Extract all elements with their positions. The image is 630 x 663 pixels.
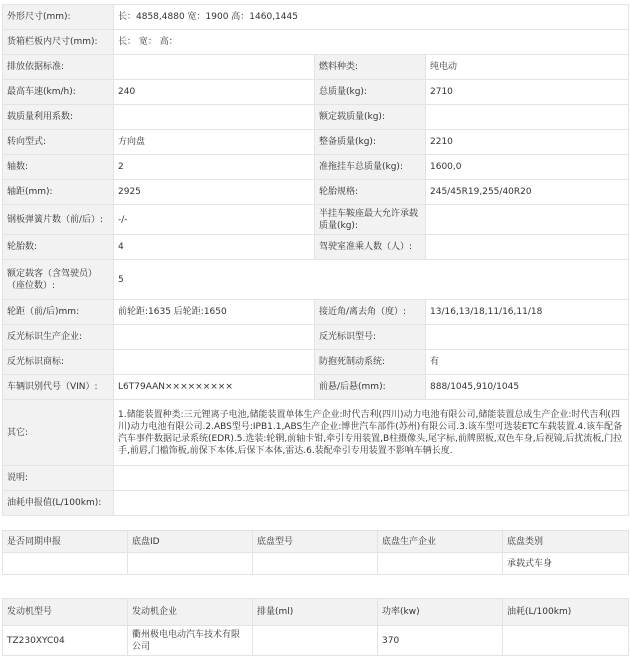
spec-label: 整备质量(kg): [315, 130, 426, 155]
spec-value: 4 [114, 235, 315, 260]
spec-value: 前轮距:1635 后轮距:1650 [114, 300, 315, 325]
spec-value [114, 466, 629, 491]
spec-row [3, 325, 629, 350]
spec-label: 轴距(mm): [3, 180, 114, 205]
spec-value: 240 [114, 80, 315, 105]
chassis-cell: 承载式车身 [503, 553, 629, 575]
engine-header: 排量(ml) [253, 599, 378, 626]
spec-value [426, 235, 629, 260]
spec-value: 2 [114, 155, 315, 180]
spec-value: 2210 [426, 130, 629, 155]
engine-header: 功率(kw) [378, 599, 503, 626]
spec-label: 接近角/离去角（度）: [315, 300, 426, 325]
spec-value: 1600,0 [426, 155, 629, 180]
spec-row [3, 80, 629, 105]
chassis-cell [253, 553, 378, 575]
spec-label: 额定载质量(kg): [315, 105, 426, 130]
spec-value: 2710 [426, 80, 629, 105]
spec-row [3, 105, 629, 130]
spec-label: 说明: [3, 466, 114, 491]
chassis-header: 是否同期申报 [3, 531, 128, 553]
spec-label: 反光标识生产企业: [3, 325, 114, 350]
spec-label: 转向型式: [3, 130, 114, 155]
chassis-header: 底盘型号 [253, 531, 378, 553]
engine-header: 油耗(L/100km) [503, 599, 629, 626]
spec-label: 油耗申报值(L/100km): [3, 491, 114, 516]
engine-table [2, 598, 629, 656]
spec-label: 轮胎规格: [315, 180, 426, 205]
engine-cell [253, 626, 378, 656]
spec-label: 排放依据标准: [3, 55, 114, 80]
spec-value [114, 55, 315, 80]
spec-value: 245/45R19,255/40R20 [426, 180, 629, 205]
spec-row [3, 155, 629, 180]
spec-row [3, 5, 629, 30]
spec-value: 长：4858,4880 宽：1900 高：1460,1445 [114, 5, 629, 30]
spec-row [3, 300, 629, 325]
spec-label: 燃料种类: [315, 55, 426, 80]
spec-value: 1.储能装置种类:三元锂离子电池,储能装置单体生产企业:时代吉利(四川)动力电池有限公司,储能装置总成生产企业:时代吉利(四川)动力电池有限公司.2.ABS型号:IPB1.1,ABS生产企业:博世汽车部件(苏州)有限公司.3.该车型可选装ETC车载装置.4.该车配备汽车事件数据记录系统(EDR).5.选装:轮辋,前轴卡钳,牵引专用装置,B柱摄像头,尾字标,前牌照板,双色车身,后视镜,后扰流板,门拉手,前唇,门槛饰板,前保下本体,后保下本体,雷达.6.装配牵引专用装置不影响车辆长度. [114, 400, 629, 466]
spec-value: 2925 [114, 180, 315, 205]
spec-value [114, 325, 315, 350]
spec-label: 钢板弹簧片数（前/后）: [3, 205, 114, 235]
spec-label: 轮胎数: [3, 235, 114, 260]
spec-label: 总质量(kg): [315, 80, 426, 105]
spec-label: 轴数: [3, 155, 114, 180]
spec-value: 纯电动 [426, 55, 629, 80]
spec-value: 888/1045,910/1045 [426, 375, 629, 400]
spec-label: 反光标识型号: [315, 325, 426, 350]
spec-row [3, 260, 629, 300]
engine-cell [503, 626, 629, 656]
spec-row [3, 130, 629, 155]
spec-row [3, 375, 629, 400]
chassis-table [2, 530, 629, 575]
spec-label: 防抱死制动系统: [315, 350, 426, 375]
spec-label: 前悬/后悬(mm): [315, 375, 426, 400]
spec-row [3, 466, 629, 491]
spec-table [2, 4, 629, 516]
engine-header: 发动机企业 [128, 599, 253, 626]
spec-value: 13/16,13/18,11/16,11/18 [426, 300, 629, 325]
spec-row [3, 30, 629, 55]
spec-label: 最高车速(km/h): [3, 80, 114, 105]
chassis-cell [378, 553, 503, 575]
spec-value: L6T79AAN××××××××× [114, 375, 315, 400]
spec-label: 外形尺寸(mm): [3, 5, 114, 30]
spec-label: 驾驶室准乘人数（人）: [315, 235, 426, 260]
spec-label: 货箱栏板内尺寸(mm): [3, 30, 114, 55]
spec-row [3, 235, 629, 260]
engine-cell: 370 [378, 626, 503, 656]
spec-label: 半挂车鞍座最大允许承载质量(kg): [315, 205, 426, 235]
spec-value: 有 [426, 350, 629, 375]
chassis-header: 底盘类别 [503, 531, 629, 553]
chassis-cell [3, 553, 128, 575]
engine-header: 发动机型号 [3, 599, 128, 626]
spec-value [426, 205, 629, 235]
spec-value: -/- [114, 205, 315, 235]
spec-value [426, 105, 629, 130]
spec-value [114, 491, 629, 516]
spec-row [3, 205, 629, 235]
spec-row [3, 491, 629, 516]
spec-row [3, 180, 629, 205]
spec-row [3, 400, 629, 466]
spec-value: 长： 宽： 高： [114, 30, 629, 55]
spec-row [3, 350, 629, 375]
engine-cell: 衢州极电电动汽车技术有限公司 [128, 626, 253, 656]
spec-label: 车辆识别代号（VIN）: [3, 375, 114, 400]
chassis-cell [128, 553, 253, 575]
spec-label: 额定载客（含驾驶员）（座位数）: [3, 260, 114, 300]
spec-label: 轮距（前/后)mm: [3, 300, 114, 325]
chassis-header: 底盘ID [128, 531, 253, 553]
spec-value: 5 [114, 260, 629, 300]
spec-value [114, 105, 315, 130]
spec-label: 其它: [3, 400, 114, 466]
spec-row [3, 55, 629, 80]
spec-label: 准拖挂车总质量(kg): [315, 155, 426, 180]
spec-value [114, 350, 315, 375]
spec-label: 载质量利用系数: [3, 105, 114, 130]
spec-value [426, 325, 629, 350]
spec-value: 方向盘 [114, 130, 315, 155]
chassis-header: 底盘生产企业 [378, 531, 503, 553]
engine-cell: TZ230XYC04 [3, 626, 128, 656]
spec-label: 反光标识商标: [3, 350, 114, 375]
